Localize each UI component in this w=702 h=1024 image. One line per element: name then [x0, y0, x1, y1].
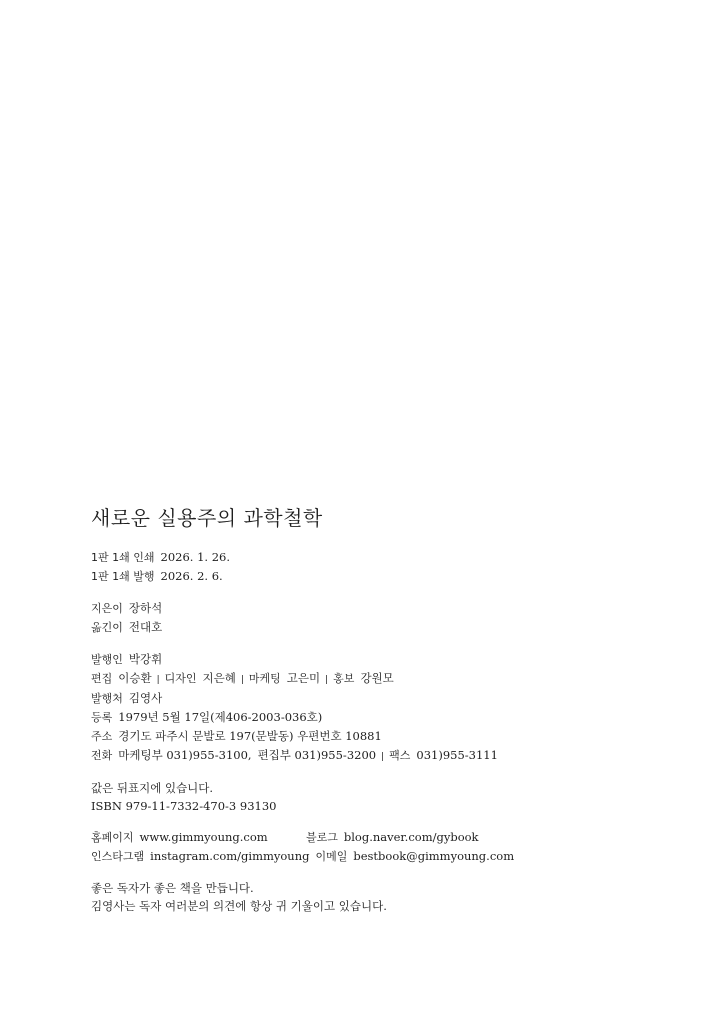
contact-row	[91, 828, 671, 847]
edit-name: 이승환	[118, 671, 152, 685]
pr-name: 강원모	[360, 671, 394, 685]
address-value: 경기도 파주시 문발로 197(문발동) 우편번호 10881	[118, 729, 382, 743]
publishing-label: 1판 1쇄 발행	[91, 570, 155, 583]
isbn: ISBN 979-11-7332-470-3 93130	[91, 799, 277, 813]
publishing-date: 2026. 2. 6.	[160, 569, 223, 583]
separator: |	[156, 675, 160, 685]
author-line	[91, 599, 671, 618]
issuer-line	[91, 650, 671, 669]
registration-label: 등록	[91, 711, 113, 724]
phone-marketing: 마케팅부 031)955-3100,	[118, 748, 252, 762]
instagram-label: 인스타그램	[91, 850, 145, 863]
email-link[interactable]: bestbook@gimmyoung.com	[353, 849, 515, 863]
author-name: 장하석	[128, 601, 163, 615]
email-label: 이메일	[315, 850, 348, 863]
publishing-line	[91, 567, 671, 586]
issuer-name: 박강휘	[128, 652, 163, 666]
separator: |	[325, 675, 329, 685]
marketing-name: 고은미	[286, 671, 321, 685]
house-name: 김영사	[128, 691, 163, 705]
printing-date: 2026. 1. 26.	[160, 550, 230, 564]
printing-line	[91, 548, 671, 567]
printing-label: 1판 1쇄 인쇄	[91, 551, 155, 564]
house-line	[91, 689, 671, 708]
publisher-info	[91, 650, 671, 766]
author-label: 지은이	[91, 602, 123, 615]
edit-label: 편집	[91, 672, 113, 685]
phone-edit: 편집부 031)955-3200	[257, 748, 377, 762]
fax-value: 031)955-3111	[416, 748, 498, 762]
issuer-label: 발행인	[91, 653, 123, 666]
phone-label: 전화	[91, 749, 113, 762]
price-note: 값은 뒤표지에 있습니다.	[91, 781, 214, 795]
registration-line	[91, 708, 671, 727]
translator-label: 옮긴이	[91, 621, 123, 634]
colophon	[91, 506, 671, 928]
design-name: 지은혜	[202, 671, 236, 685]
separator: |	[240, 675, 244, 685]
fax-label: 팩스	[389, 749, 411, 762]
blog-link[interactable]: blog.naver.com/gybook	[343, 830, 479, 844]
closing-line: 좋은 독자가 좋은 책을 만듭니다.	[91, 881, 254, 895]
closing-notes	[91, 879, 671, 915]
staff-line	[91, 669, 671, 689]
closing-line: 김영사는 독자 여러분의 의견에 항상 귀 기울이고 있습니다.	[91, 899, 387, 913]
instagram-link[interactable]: instagram.com/gimmyoung	[150, 849, 310, 863]
pr-label: 홍보	[333, 672, 355, 685]
contact-info	[91, 828, 671, 866]
translator-line	[91, 618, 671, 637]
blog-label: 블로그	[306, 831, 338, 844]
design-label: 디자인	[164, 672, 197, 685]
address-label: 주소	[91, 730, 113, 743]
marketing-label: 마케팅	[248, 672, 281, 685]
printing-history	[91, 548, 671, 586]
homepage-label: 홈페이지	[91, 831, 134, 844]
registration-value: 1979년 5월 17일(제406-2003-036호)	[118, 710, 323, 724]
phone-line	[91, 746, 671, 766]
blog-cell	[306, 828, 479, 847]
translator-name: 전대호	[128, 620, 163, 634]
price-isbn	[91, 779, 671, 815]
book-title: 새로운 실용주의 과학철학	[91, 506, 323, 530]
homepage-link[interactable]: www.gimmyoung.com	[139, 830, 268, 844]
separator: |	[381, 752, 385, 762]
house-label: 발행처	[91, 692, 123, 705]
address-line	[91, 727, 671, 746]
contact-row	[91, 847, 671, 866]
credits	[91, 599, 671, 637]
